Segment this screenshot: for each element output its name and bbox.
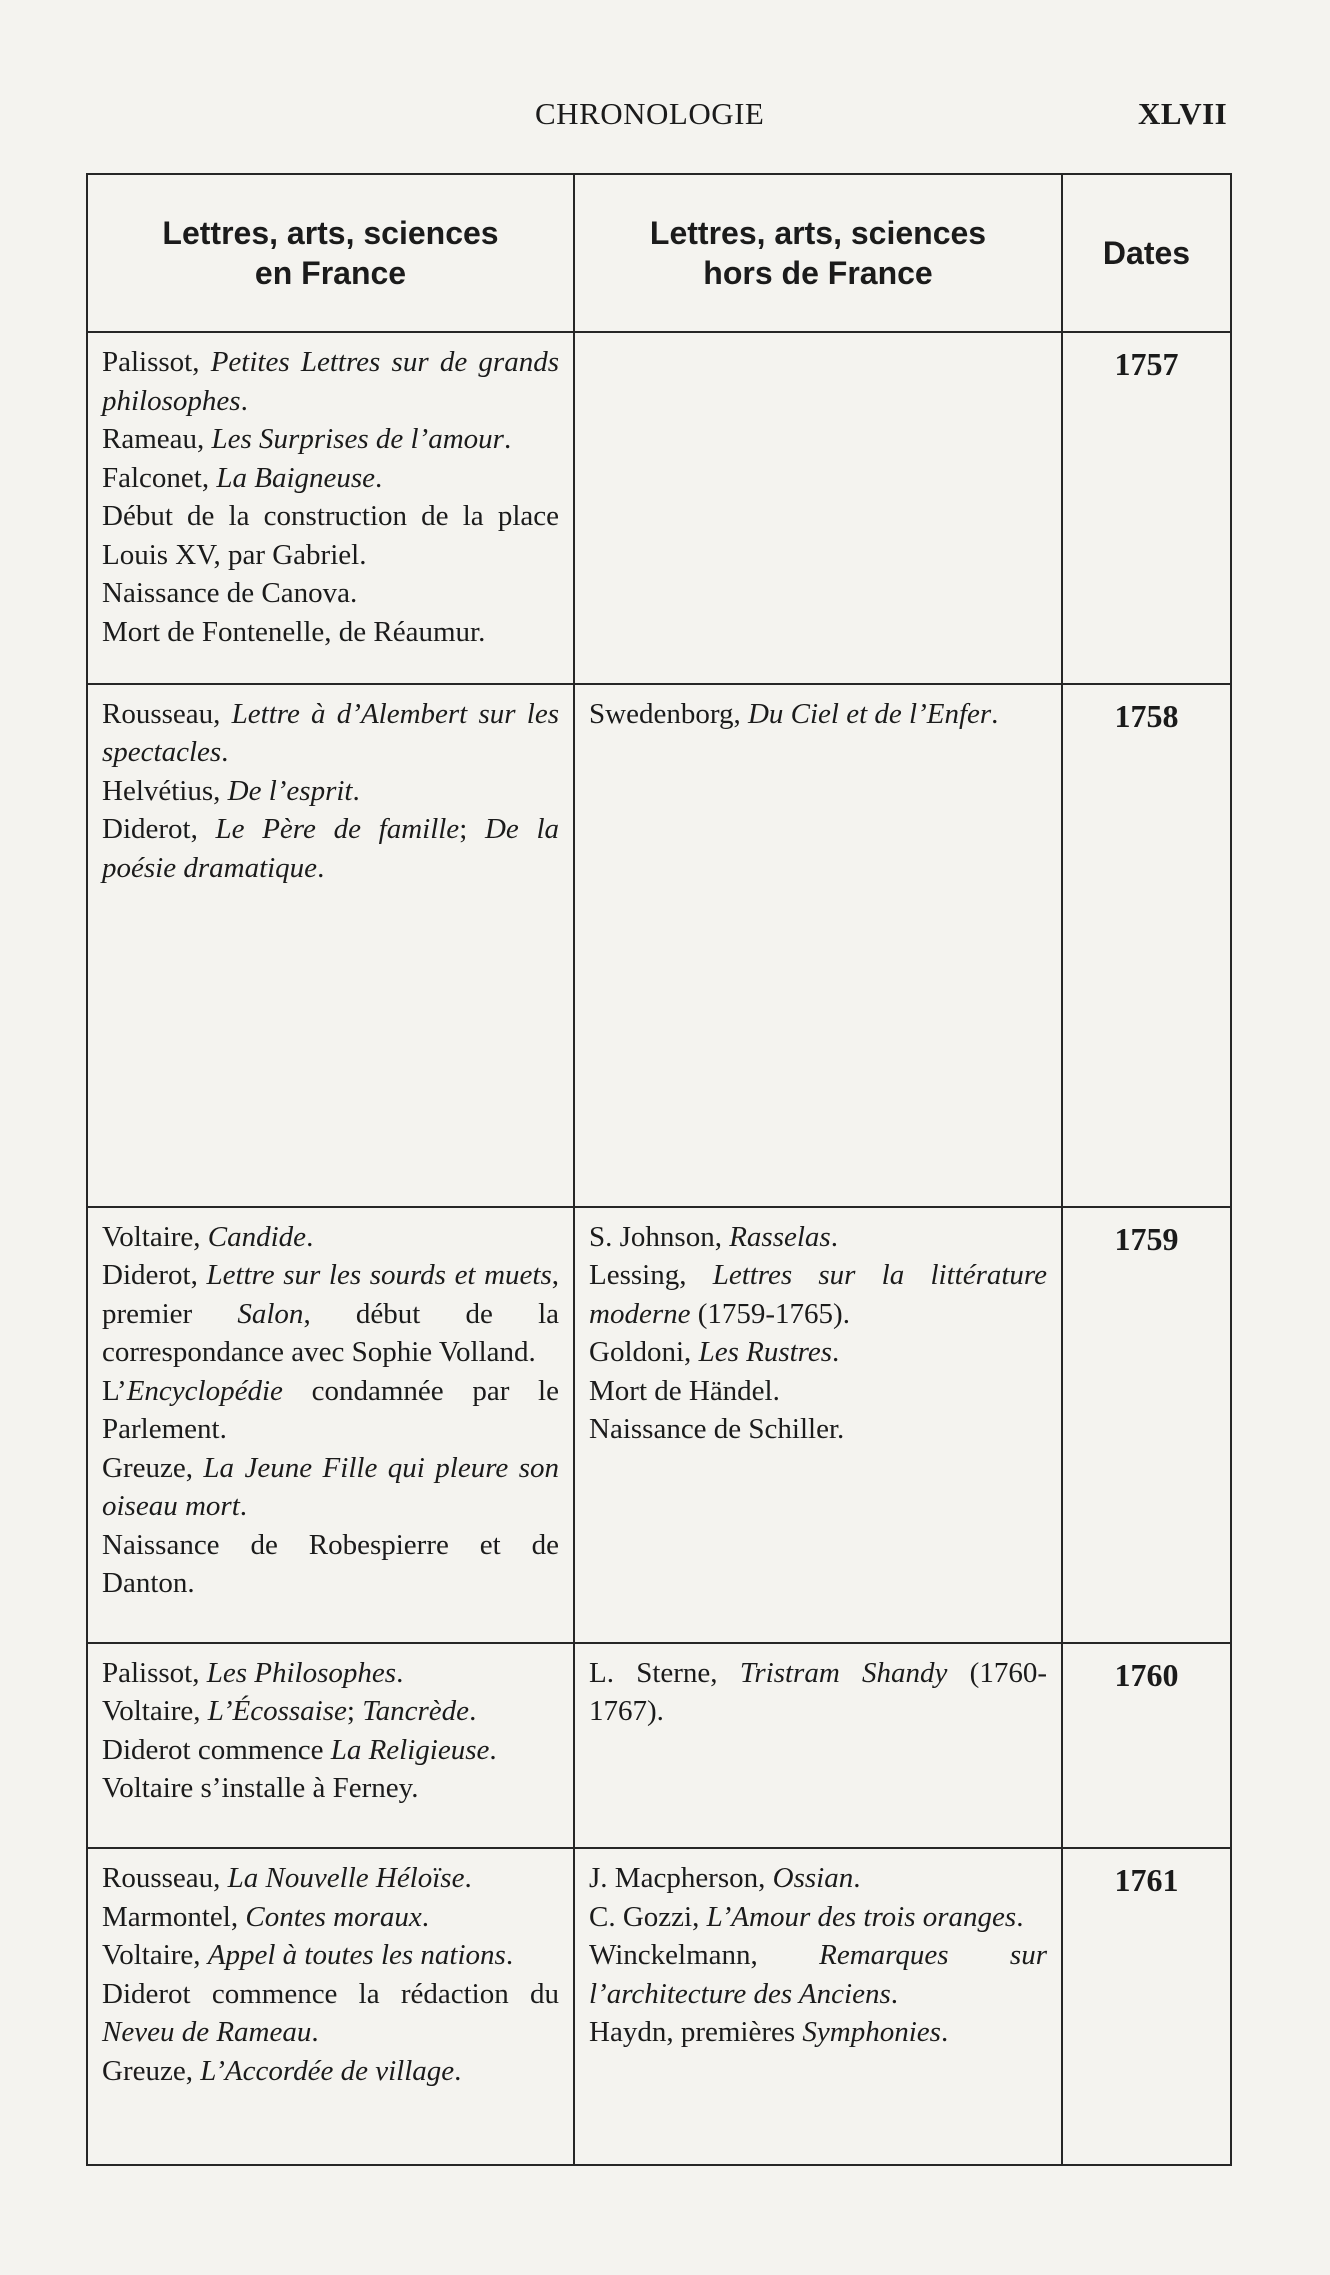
chronology-entry xyxy=(589,2013,1047,2052)
table-row xyxy=(87,1207,1231,1643)
france-cell xyxy=(87,1207,574,1643)
work-title: La Jeune Fille qui pleure son oiseau mort xyxy=(102,1451,560,1523)
abroad-cell xyxy=(574,332,1062,684)
date-cell xyxy=(1062,1848,1231,2165)
abroad-cell xyxy=(574,1643,1062,1848)
chronology-entry xyxy=(589,1372,1047,1411)
abroad-cell-text xyxy=(589,1654,1047,1731)
entry-text: Greuze, xyxy=(102,1451,204,1484)
entry-text: S. Johnson, xyxy=(589,1220,730,1253)
entry-text: Falconet, xyxy=(102,461,217,494)
entry-text: . xyxy=(832,1336,840,1369)
entry-text: Rousseau, xyxy=(102,697,232,730)
chronology-entry xyxy=(102,1256,559,1372)
chronology-entry xyxy=(102,574,559,613)
chronology-entry xyxy=(589,1936,1047,2013)
france-cell-text xyxy=(102,343,559,651)
work-title: Encyclopédie xyxy=(126,1374,283,1407)
year-label: 1758 xyxy=(1114,697,1179,734)
chronology-entry xyxy=(102,1449,559,1526)
abroad-cell xyxy=(574,684,1062,1207)
entry-text: , premier xyxy=(102,1259,559,1330)
entry-text: ; xyxy=(459,813,485,846)
column-header-line: Dates xyxy=(1102,235,1191,271)
work-title: Du Ciel et de l’Enfer xyxy=(747,697,992,730)
entry-text: C. Gozzi, xyxy=(589,1900,707,1933)
entry-text: Mort de Fontenelle, de Réaumur. xyxy=(102,615,486,648)
france-cell xyxy=(87,332,574,684)
entry-text: Swedenborg, xyxy=(589,697,748,730)
work-title: Rasselas xyxy=(729,1220,831,1253)
work-title: Le Père de famille xyxy=(215,813,460,846)
france-cell-text xyxy=(102,1859,559,2090)
chronology-entry xyxy=(589,1898,1047,1937)
column-header-line: Lettres, arts, sciences xyxy=(162,215,499,251)
running-head xyxy=(0,96,1330,136)
entry-text: (1760-1767). xyxy=(589,1656,1047,1728)
abroad-cell-text xyxy=(589,1218,1047,1449)
work-title: Remarques sur l’architecture des Anciens xyxy=(589,1939,1047,2010)
table-header-row xyxy=(87,174,1231,332)
entry-text: . xyxy=(454,2054,462,2087)
date-cell xyxy=(1062,684,1231,1207)
chronology-entry xyxy=(589,1654,1047,1731)
work-title: Salon xyxy=(237,1297,304,1330)
entry-text: (1759-1765). xyxy=(690,1297,850,1330)
work-title: La Nouvelle Héloïse xyxy=(227,1862,465,1895)
chronology-entry xyxy=(102,1898,559,1937)
abroad-cell-text xyxy=(589,695,1047,734)
chronology-entry xyxy=(589,1333,1047,1372)
work-title: L’Accordée de village xyxy=(200,2054,455,2087)
entry-text: . xyxy=(489,1733,497,1766)
work-title: Tancrède xyxy=(362,1695,470,1728)
abroad-cell xyxy=(574,1848,1062,2165)
work-title: La Baigneuse xyxy=(216,461,376,494)
entry-text: . xyxy=(311,2016,319,2049)
chronology-entry xyxy=(102,2052,559,2091)
entry-text: . xyxy=(890,1977,898,2010)
work-title: L’Écossaise xyxy=(207,1695,347,1728)
entry-text: . xyxy=(421,1900,430,1933)
work-title: Lettre sur les sourds et muets xyxy=(206,1259,552,1292)
entry-text: Diderot commence xyxy=(102,1733,331,1766)
entry-text: . xyxy=(505,1939,514,1972)
entry-text: Haydn, premières xyxy=(589,2016,803,2049)
page-number: XLVII xyxy=(1138,96,1228,131)
entry-text: L’ xyxy=(102,1374,127,1407)
table-row xyxy=(87,332,1231,684)
entry-text: Mort de Händel. xyxy=(589,1374,780,1407)
france-cell-text xyxy=(102,1654,559,1808)
chronology-table xyxy=(86,173,1232,2166)
entry-text: Naissance de Schiller. xyxy=(589,1413,845,1446)
entry-text: . xyxy=(239,1490,247,1523)
entry-text: . xyxy=(221,736,229,769)
column-header-abroad xyxy=(574,174,1062,332)
table-row xyxy=(87,684,1231,1207)
abroad-cell xyxy=(574,1207,1062,1643)
entry-text: Rousseau, xyxy=(102,1862,228,1895)
france-cell xyxy=(87,1848,574,2165)
entry-text: . xyxy=(240,384,248,417)
entry-text: Voltaire, xyxy=(102,1695,208,1728)
date-cell xyxy=(1062,332,1231,684)
chronology-entry xyxy=(589,1859,1047,1898)
chronology-entry xyxy=(102,497,559,574)
work-title: La Religieuse xyxy=(330,1733,490,1766)
entry-text: Voltaire s’installe à Ferney. xyxy=(102,1772,419,1805)
work-title: Symphonies xyxy=(802,2016,941,2049)
chronology-entry xyxy=(102,1731,559,1770)
entry-text: . xyxy=(830,1220,838,1253)
chronology-entry xyxy=(102,1936,559,1975)
entry-text: Diderot, xyxy=(102,813,216,846)
chronology-entry xyxy=(102,613,559,652)
chronology-entry xyxy=(589,1410,1047,1449)
entry-text: Voltaire, xyxy=(102,1220,208,1253)
work-title: Neveu de Rameau xyxy=(102,2016,312,2049)
year-label: 1760 xyxy=(1114,1656,1179,1693)
chronology-entry xyxy=(589,1256,1047,1333)
entry-text: . xyxy=(396,1656,404,1689)
chronology-entry xyxy=(102,1975,559,2052)
chronology-entry xyxy=(102,695,559,772)
entry-text: Palissot, xyxy=(102,1656,207,1689)
work-title: Les Rustres xyxy=(698,1336,833,1369)
year-label: 1759 xyxy=(1114,1220,1179,1257)
entry-text: Naissance de Robespierre et de Danton. xyxy=(102,1528,559,1600)
chronology-entry xyxy=(102,1372,559,1449)
entry-text: Début de la construction de la place Louis XV, par Gabriel. xyxy=(102,500,559,571)
column-header-france xyxy=(87,174,574,332)
work-title: Contes moraux xyxy=(245,1900,422,1933)
work-title: Tristram Shandy xyxy=(739,1656,948,1689)
chronology-entry xyxy=(102,1859,559,1898)
entry-text: L. Sterne, xyxy=(589,1656,740,1689)
entry-text: Winckelmann, xyxy=(589,1939,820,1972)
entry-text: Diderot commence la rédaction du xyxy=(102,1977,559,2010)
chronology-entry xyxy=(102,1692,559,1731)
chronology-entry xyxy=(102,343,559,420)
chronology-entry xyxy=(102,772,559,811)
entry-text: Palissot, xyxy=(102,346,211,378)
entry-text: . xyxy=(352,774,360,807)
entry-text: . xyxy=(991,697,999,730)
table-row xyxy=(87,1643,1231,1848)
abroad-cell-text xyxy=(589,1859,1047,2052)
chronology-entry xyxy=(102,1769,559,1808)
column-header-line: Lettres, arts, sciences xyxy=(649,215,987,251)
work-title: Ossian xyxy=(772,1862,854,1895)
entry-text: . xyxy=(306,1220,314,1253)
chronology-entry xyxy=(102,1218,559,1257)
work-title: Lettre à d’Alembert sur les spectacles xyxy=(102,697,559,769)
entry-text: . xyxy=(853,1862,861,1895)
column-header-line: hors de France xyxy=(703,255,933,291)
entry-text: . xyxy=(317,851,325,884)
work-title: Appel à toutes les nations xyxy=(207,1939,506,1972)
entry-text: condamnée par le Parlement. xyxy=(102,1374,559,1446)
work-title: Candide xyxy=(207,1220,307,1253)
entry-text: J. Macpherson, xyxy=(589,1862,773,1895)
work-title: L’Amour des trois oranges xyxy=(706,1900,1017,1933)
chronology-entry xyxy=(102,810,559,887)
work-title: Lettres sur la littérature moderne xyxy=(589,1259,1047,1330)
entry-text: . xyxy=(503,423,512,455)
chronology-entry xyxy=(102,459,559,498)
entry-text: Lessing, xyxy=(589,1259,713,1292)
column-header-line: en France xyxy=(254,255,407,291)
table-row xyxy=(87,1848,1231,2165)
chronology-entry xyxy=(589,695,1047,734)
france-cell xyxy=(87,1643,574,1848)
france-cell xyxy=(87,684,574,1207)
chronology-entry xyxy=(102,1654,559,1693)
entry-text: , début de la correspondance avec Sophie Volland. xyxy=(102,1297,560,1369)
date-cell xyxy=(1062,1643,1231,1848)
chronology-entry xyxy=(102,420,559,459)
column-header-dates xyxy=(1062,174,1231,332)
entry-text: ; xyxy=(346,1695,363,1728)
year-label: 1761 xyxy=(1114,1862,1179,1899)
entry-text: Greuze, xyxy=(102,2054,201,2087)
work-title: Petites Lettres sur de grands philosophes xyxy=(102,346,559,417)
entry-text: . xyxy=(940,2016,949,2049)
entry-text: Goldoni, xyxy=(589,1336,699,1369)
entry-text: Diderot, xyxy=(102,1259,207,1292)
work-title: De l’esprit xyxy=(227,774,353,807)
entry-text: . xyxy=(1016,1900,1024,1933)
entry-text: Helvétius, xyxy=(102,774,228,807)
year-label: 1757 xyxy=(1114,346,1179,382)
chronology-entry xyxy=(589,1218,1047,1257)
france-cell-text xyxy=(102,695,559,888)
entry-text: . xyxy=(469,1695,477,1728)
entry-text: Naissance de Canova. xyxy=(102,577,358,609)
work-title: Les Philosophes xyxy=(206,1656,397,1689)
running-head-title: CHRONOLOGIE xyxy=(535,96,765,131)
entry-text: Rameau, xyxy=(102,423,212,455)
entry-text: Marmontel, xyxy=(102,1900,246,1933)
entry-text: . xyxy=(375,461,383,494)
entry-text: . xyxy=(464,1862,472,1895)
date-cell xyxy=(1062,1207,1231,1643)
entry-text: Voltaire, xyxy=(102,1939,208,1972)
france-cell-text xyxy=(102,1218,559,1603)
chronology-entry xyxy=(102,1526,559,1603)
work-title: De la poésie dramatique xyxy=(102,813,559,884)
work-title: Les Surprises de l’amour xyxy=(211,423,504,455)
